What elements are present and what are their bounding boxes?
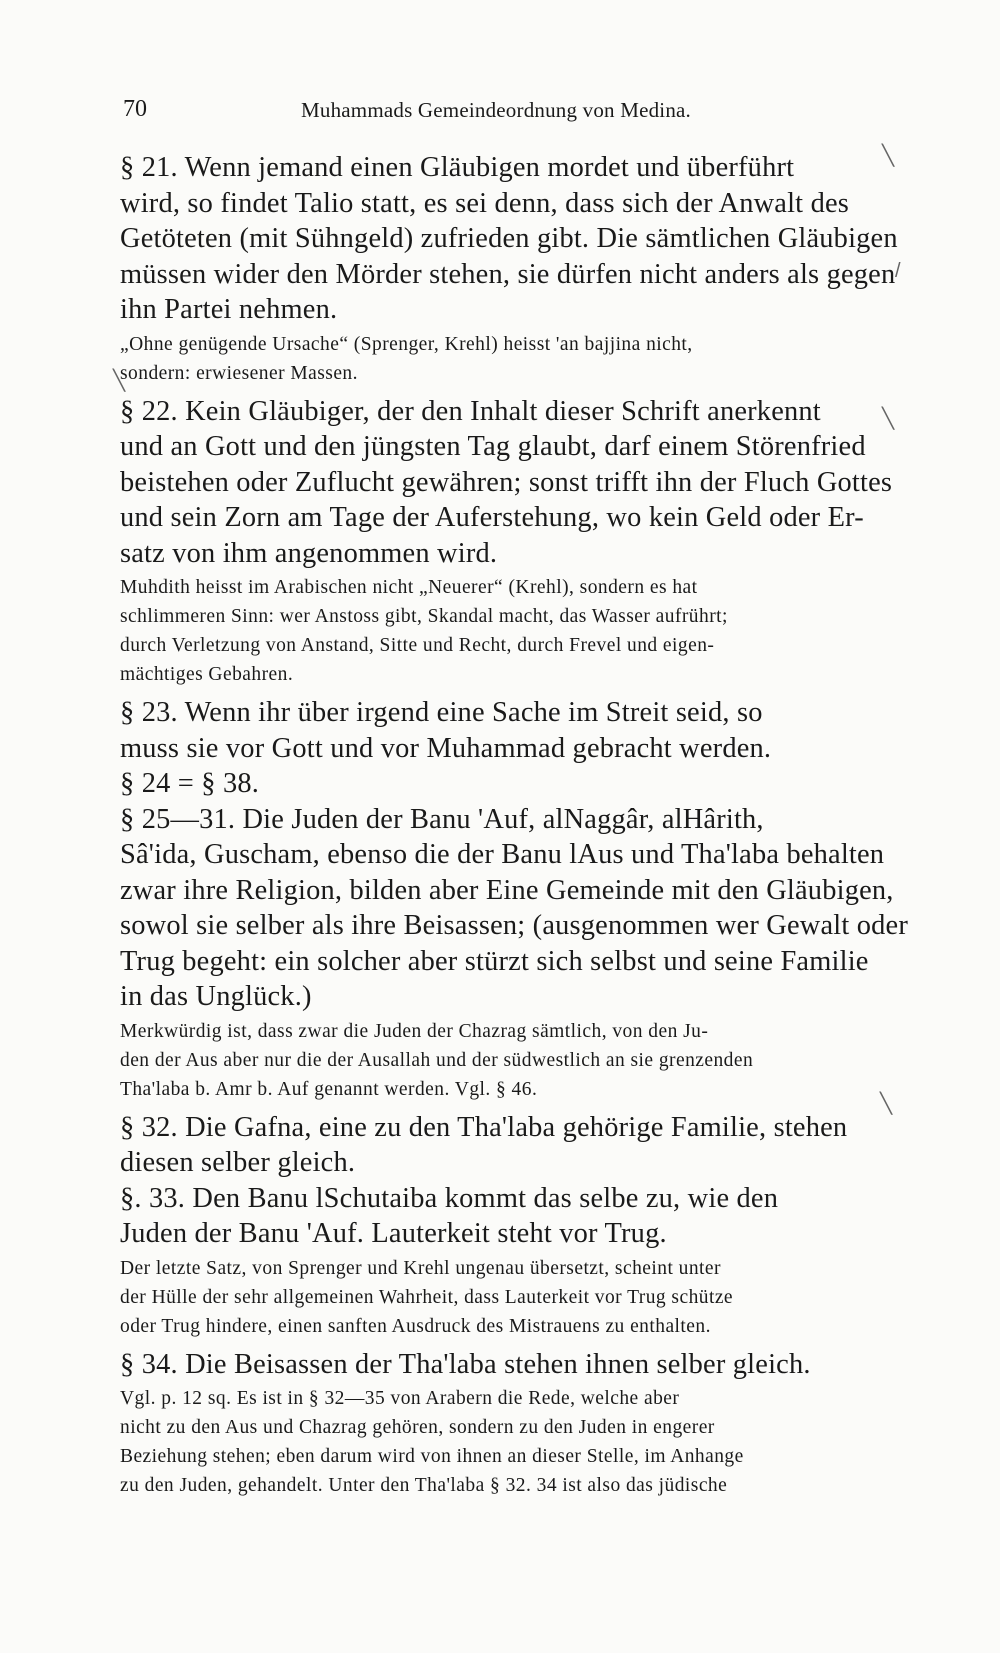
page-number: 70 bbox=[123, 96, 147, 122]
text-line: § 34. Die Beisassen der Tha'laba stehen ihnen selber gleich. bbox=[120, 1348, 811, 1380]
page-text bbox=[120, 150, 914, 1506]
section-22 bbox=[120, 394, 914, 572]
footnote-22 bbox=[120, 573, 914, 689]
text-line: Juden der Banu 'Auf. Lauterkeit steht vor Trug. bbox=[120, 1218, 667, 1249]
text-line: zwar ihre Religion, bilden aber Eine Gemeinde mit den Gläubigen, bbox=[120, 874, 894, 906]
note-line: nicht zu den Aus und Chazrag gehören, sondern zu den Juden in engerer bbox=[120, 1417, 715, 1438]
text-line: Trug begeht: ein solcher aber stürzt sich selbst und seine Familie bbox=[120, 945, 869, 977]
scan-mark: ╲ bbox=[880, 1093, 893, 1115]
text-line: § 21. Wenn jemand einen Gläubigen mordet und überführt bbox=[120, 152, 795, 183]
text-line: und an Gott und den jüngsten Tag glaubt, darf einem Störenfried bbox=[120, 431, 866, 462]
text-line: § 32. Die Gafna, eine zu den Tha'laba gehörige Familie, stehen bbox=[120, 1111, 848, 1143]
text-line: §. 33. Den Banu lSchutaiba kommt das selbe zu, wie den bbox=[120, 1182, 779, 1214]
sections-23-31 bbox=[120, 695, 914, 1015]
note-line: oder Trug hindere, einen sanften Ausdruck des Mistrauens zu enthalten. bbox=[120, 1315, 711, 1337]
text-line: sowol sie selber als ihre Beisassen; (ausgenommen wer Gewalt oder bbox=[120, 910, 909, 941]
scan-mark: ╲ bbox=[113, 370, 126, 392]
page-header bbox=[123, 96, 923, 130]
footnote-34 bbox=[120, 1384, 914, 1500]
note-line: Beziehung stehen; eben darum wird von ihnen an dieser Stelle, im Anhange bbox=[120, 1446, 744, 1467]
section-34 bbox=[120, 1347, 914, 1383]
text-line: Sâ'ida, Guscham, ebenso die der Banu lAus und Tha'laba behalten bbox=[120, 839, 885, 870]
note-line: durch Verletzung von Anstand, Sitte und Recht, durch Frevel und eigen- bbox=[120, 635, 715, 656]
text-line: § 25—31. Die Juden der Banu 'Auf, alNaggâr, alHârith, bbox=[120, 803, 764, 835]
footnote-33 bbox=[120, 1254, 914, 1341]
text-line: § 23. Wenn ihr über irgend eine Sache im Streit seid, so bbox=[120, 697, 763, 728]
text-line: Getöteten (mit Sühngeld) zufrieden gibt. Die sämtlichen Gläubigen bbox=[120, 223, 898, 254]
text-line: und sein Zorn am Tage der Auferstehung, wo kein Geld oder Er- bbox=[120, 502, 864, 533]
footnote-25-31 bbox=[120, 1017, 914, 1104]
text-line: ihn Partei nehmen. bbox=[120, 294, 338, 325]
text-line: § 24 = § 38. bbox=[120, 768, 260, 799]
footnote-21 bbox=[120, 330, 914, 388]
note-line: Muhdith heisst im Arabischen nicht „Neuerer“ (Krehl), sondern es hat bbox=[120, 577, 698, 598]
note-line: zu den Juden, gehandelt. Unter den Tha'laba § 32. 34 ist also das jüdische bbox=[120, 1475, 728, 1496]
note-line: Tha'laba b. Amr b. Auf genannt werden. Vgl. § 46. bbox=[120, 1078, 538, 1100]
section-21 bbox=[120, 150, 914, 328]
note-line: schlimmeren Sinn: wer Anstoss gibt, Skandal macht, das Wasser aufrührt; bbox=[120, 606, 728, 627]
text-line: satz von ihm angenommen wird. bbox=[120, 537, 498, 569]
text-line: beistehen oder Zuflucht gewähren; sonst trifft ihn der Fluch Gottes bbox=[120, 466, 893, 498]
text-line: muss sie vor Gott und vor Muhammad gebracht werden. bbox=[120, 732, 772, 764]
text-line: § 22. Kein Gläubiger, der den Inhalt dieser Schrift anerkennt bbox=[120, 395, 821, 427]
text-line: wird, so findet Talio statt, es sei denn, dass sich der Anwalt des bbox=[120, 187, 850, 219]
sections-32-33 bbox=[120, 1110, 914, 1252]
running-title: Muhammads Gemeindeordnung von Medina. bbox=[301, 98, 691, 122]
text-line: diesen selber gleich. bbox=[120, 1147, 356, 1178]
text-line: müssen wider den Mörder stehen, sie dürfen nicht anders als gegen bbox=[120, 258, 896, 290]
note-line: Vgl. p. 12 sq. Es ist in § 32—35 von Arabern die Rede, welche aber bbox=[120, 1388, 680, 1409]
note-line: „Ohne genügende Ursache“ (Sprenger, Krehl) heisst 'an bajjina nicht, bbox=[120, 333, 693, 355]
scan-mark: / bbox=[895, 260, 901, 282]
text-line: in das Unglück.) bbox=[120, 981, 312, 1012]
note-line: mächtiges Gebahren. bbox=[120, 664, 294, 685]
note-line: Der letzte Satz, von Sprenger und Krehl ungenau übersetzt, scheint unter bbox=[120, 1257, 721, 1279]
note-line: sondern: erwiesener Massen. bbox=[120, 362, 358, 384]
scan-mark: ╲ bbox=[882, 145, 895, 167]
note-line: den der Aus aber nur die der Ausallah und der südwestlich an sie grenzenden bbox=[120, 1049, 754, 1071]
note-line: der Hülle der sehr allgemeinen Wahrheit, dass Lauterkeit vor Trug schütze bbox=[120, 1286, 734, 1308]
note-line: Merkwürdig ist, dass zwar die Juden der Chazrag sämtlich, von den Ju- bbox=[120, 1020, 709, 1042]
scan-mark: ╲ bbox=[882, 408, 895, 430]
